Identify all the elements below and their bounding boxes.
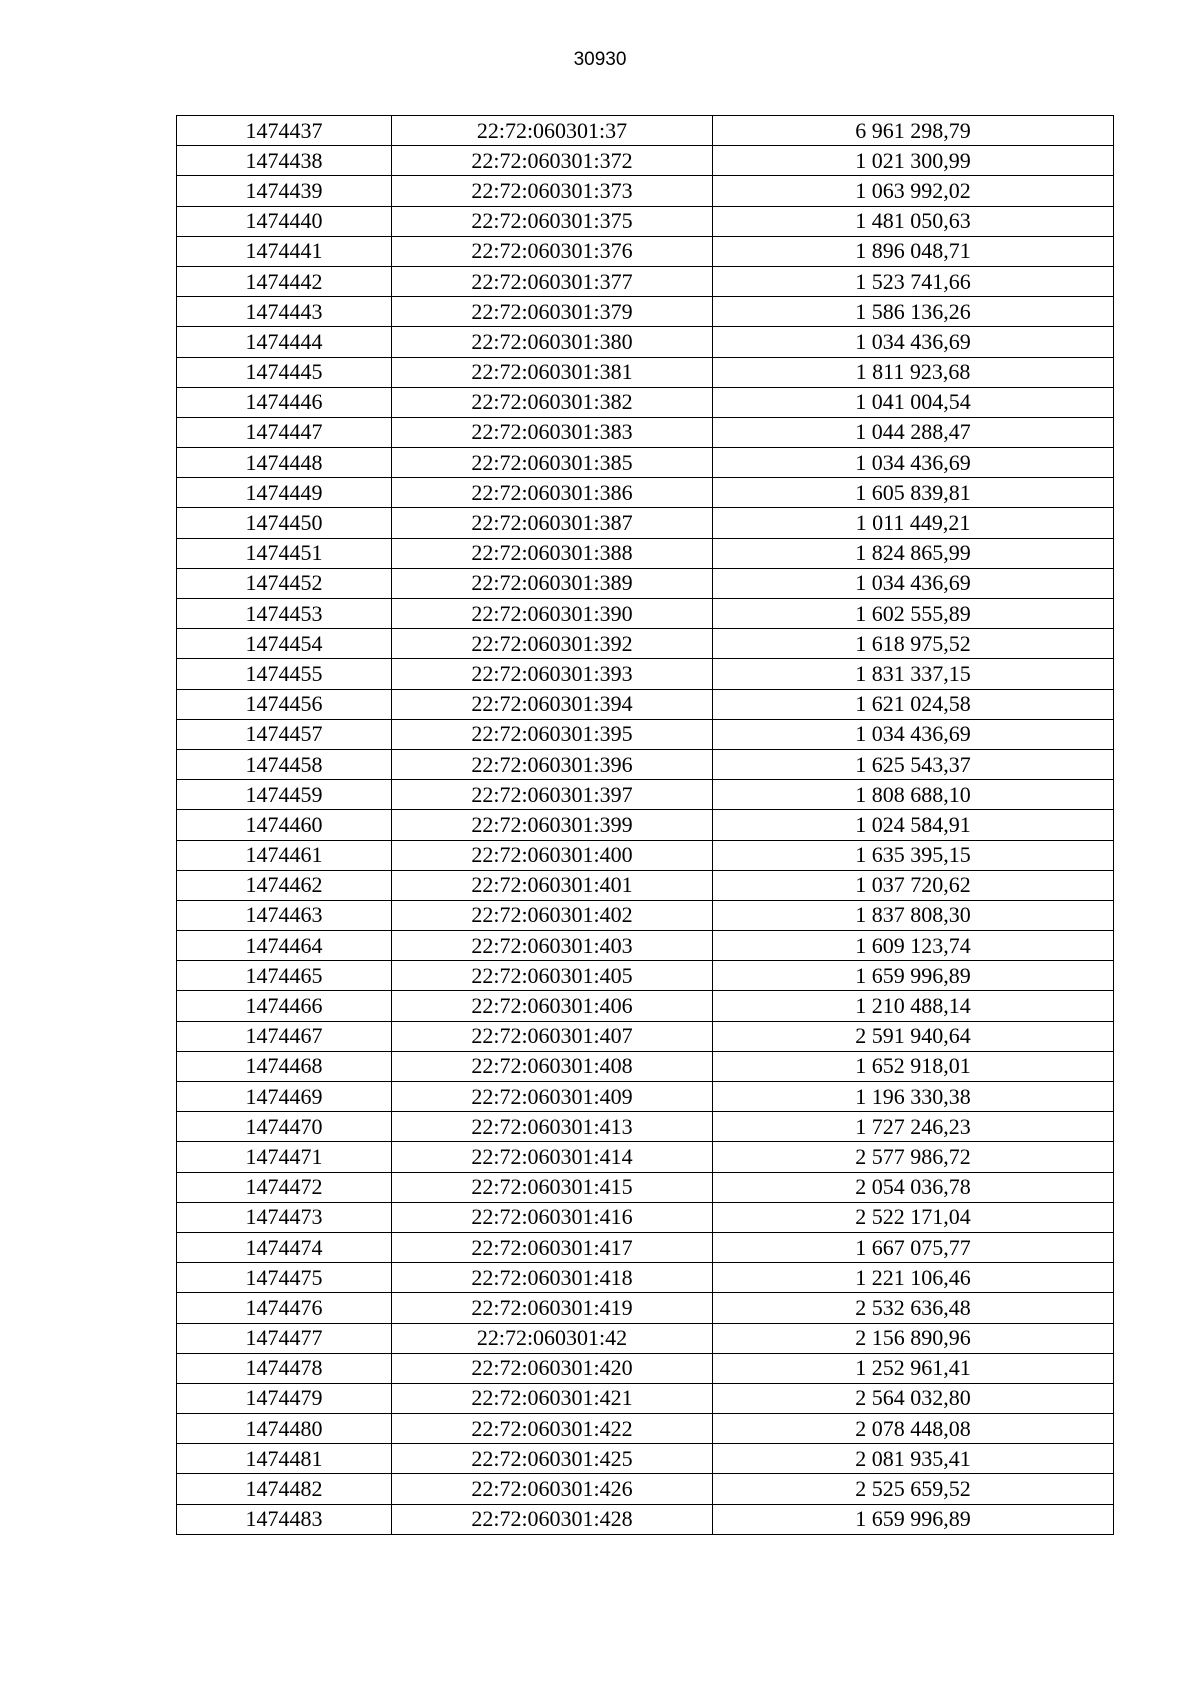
cadastral-number-cell: 22:72:060301:417 [392,1232,713,1262]
row-number-cell: 1474454 [177,629,392,659]
row-number-cell: 1474480 [177,1414,392,1444]
cadastral-value-cell: 1 831 337,15 [713,659,1114,689]
cadastral-number-cell: 22:72:060301:428 [392,1504,713,1534]
row-number-cell: 1474439 [177,176,392,206]
cadastral-number-cell: 22:72:060301:420 [392,1353,713,1383]
cadastral-value-cell: 1 034 436,69 [713,568,1114,598]
cadastral-value-cell: 1 041 004,54 [713,387,1114,417]
table-row [177,1051,1114,1081]
cadastral-number-cell: 22:72:060301:382 [392,387,713,417]
cadastral-number-cell: 22:72:060301:376 [392,236,713,266]
cadastral-value-cell: 1 659 996,89 [713,961,1114,991]
table-row [177,1504,1114,1534]
cadastral-value-cell: 2 156 890,96 [713,1323,1114,1353]
table-row [177,266,1114,296]
table-row [177,146,1114,176]
row-number-cell: 1474475 [177,1263,392,1293]
row-number-cell: 1474460 [177,810,392,840]
cadastral-value-cell: 1 605 839,81 [713,478,1114,508]
row-number-cell: 1474467 [177,1021,392,1051]
cadastral-value-cell: 1 667 075,77 [713,1232,1114,1262]
table-row [177,1474,1114,1504]
table-row [177,357,1114,387]
table-row [177,327,1114,357]
table-row [177,1142,1114,1172]
table-row [177,900,1114,930]
cadastral-value-cell: 2 522 171,04 [713,1202,1114,1232]
cadastral-value-cell: 1 021 300,99 [713,146,1114,176]
cadastral-value-cell: 1 659 996,89 [713,1504,1114,1534]
table-row [177,568,1114,598]
cadastral-value-cell: 1 635 395,15 [713,840,1114,870]
row-number-cell: 1474456 [177,689,392,719]
table-row [177,961,1114,991]
cadastral-number-cell: 22:72:060301:375 [392,206,713,236]
cadastral-number-cell: 22:72:060301:426 [392,1474,713,1504]
cadastral-number-cell: 22:72:060301:400 [392,840,713,870]
table-row [177,1414,1114,1444]
cadastral-number-cell: 22:72:060301:380 [392,327,713,357]
cadastral-number-cell: 22:72:060301:421 [392,1383,713,1413]
row-number-cell: 1474470 [177,1112,392,1142]
cadastral-value-cell: 2 081 935,41 [713,1444,1114,1474]
row-number-cell: 1474478 [177,1353,392,1383]
row-number-cell: 1474465 [177,961,392,991]
table-row [177,719,1114,749]
cadastral-number-cell: 22:72:060301:413 [392,1112,713,1142]
cadastral-number-cell: 22:72:060301:389 [392,568,713,598]
row-number-cell: 1474441 [177,236,392,266]
row-number-cell: 1474451 [177,538,392,568]
page-number: 30930 [573,49,627,70]
cadastral-value-cell: 6 961 298,79 [713,116,1114,146]
row-number-cell: 1474442 [177,266,392,296]
cadastral-value-cell: 1 621 024,58 [713,689,1114,719]
cadastral-number-cell: 22:72:060301:416 [392,1202,713,1232]
cadastral-number-cell: 22:72:060301:372 [392,146,713,176]
table-row [177,1082,1114,1112]
cadastral-value-cell: 1 037 720,62 [713,870,1114,900]
cadastral-value-cell: 1 625 543,37 [713,749,1114,779]
cadastral-number-cell: 22:72:060301:381 [392,357,713,387]
table-row [177,1323,1114,1353]
row-number-cell: 1474458 [177,749,392,779]
row-number-cell: 1474452 [177,568,392,598]
row-number-cell: 1474471 [177,1142,392,1172]
cadastral-number-cell: 22:72:060301:373 [392,176,713,206]
cadastral-number-cell: 22:72:060301:390 [392,599,713,629]
row-number-cell: 1474479 [177,1383,392,1413]
cadastral-number-cell: 22:72:060301:395 [392,719,713,749]
cadastral-number-cell: 22:72:060301:379 [392,297,713,327]
row-number-cell: 1474444 [177,327,392,357]
table-row [177,297,1114,327]
row-number-cell: 1474438 [177,146,392,176]
table-row [177,931,1114,961]
row-number-cell: 1474450 [177,508,392,538]
row-number-cell: 1474461 [177,840,392,870]
table-row [177,1172,1114,1202]
row-number-cell: 1474440 [177,206,392,236]
cadastral-number-cell: 22:72:060301:383 [392,417,713,447]
cadastral-number-cell: 22:72:060301:396 [392,749,713,779]
cadastral-number-cell: 22:72:060301:386 [392,478,713,508]
cadastral-value-cell: 1 024 584,91 [713,810,1114,840]
row-number-cell: 1474459 [177,780,392,810]
cadastral-value-cell: 1 896 048,71 [713,236,1114,266]
table-row [177,1202,1114,1232]
cadastral-value-cell: 1 252 961,41 [713,1353,1114,1383]
row-number-cell: 1474443 [177,297,392,327]
cadastral-number-cell: 22:72:060301:405 [392,961,713,991]
row-number-cell: 1474466 [177,991,392,1021]
cadastral-value-cell: 1 652 918,01 [713,1051,1114,1081]
row-number-cell: 1474477 [177,1323,392,1353]
cadastral-value-cell: 1 602 555,89 [713,599,1114,629]
cadastral-value-cell: 1 034 436,69 [713,327,1114,357]
row-number-cell: 1474437 [177,116,392,146]
cadastral-value-cell: 2 577 986,72 [713,1142,1114,1172]
row-number-cell: 1474476 [177,1293,392,1323]
cadastral-value-cell: 1 034 436,69 [713,719,1114,749]
row-number-cell: 1474447 [177,417,392,447]
cadastral-value-cell: 1 221 106,46 [713,1263,1114,1293]
table-row [177,1293,1114,1323]
table-row [177,599,1114,629]
table-row [177,538,1114,568]
cadastral-number-cell: 22:72:060301:42 [392,1323,713,1353]
cadastral-number-cell: 22:72:060301:415 [392,1172,713,1202]
cadastral-number-cell: 22:72:060301:392 [392,629,713,659]
row-number-cell: 1474483 [177,1504,392,1534]
table-row [177,780,1114,810]
table-row [177,116,1114,146]
cadastral-value-cell: 1 811 923,68 [713,357,1114,387]
cadastral-number-cell: 22:72:060301:399 [392,810,713,840]
row-number-cell: 1474462 [177,870,392,900]
table-row [177,1263,1114,1293]
cadastral-value-cell: 2 532 636,48 [713,1293,1114,1323]
table-row [177,448,1114,478]
cadastral-number-cell: 22:72:060301:408 [392,1051,713,1081]
table-row [177,629,1114,659]
row-number-cell: 1474455 [177,659,392,689]
row-number-cell: 1474472 [177,1172,392,1202]
cadastral-value-cell: 1 210 488,14 [713,991,1114,1021]
cadastral-number-cell: 22:72:060301:422 [392,1414,713,1444]
table-row [177,991,1114,1021]
row-number-cell: 1474446 [177,387,392,417]
table-row [177,810,1114,840]
table-body [177,116,1114,1535]
cadastral-number-cell: 22:72:060301:401 [392,870,713,900]
cadastral-value-cell: 2 078 448,08 [713,1414,1114,1444]
cadastral-value-cell: 1 586 136,26 [713,297,1114,327]
cadastral-number-cell: 22:72:060301:418 [392,1263,713,1293]
row-number-cell: 1474481 [177,1444,392,1474]
table-row [177,840,1114,870]
table-row [177,749,1114,779]
row-number-cell: 1474468 [177,1051,392,1081]
cadastral-value-cell: 2 054 036,78 [713,1172,1114,1202]
cadastral-value-cell: 1 011 449,21 [713,508,1114,538]
cadastral-value-cell: 1 618 975,52 [713,629,1114,659]
cadastral-value-cell: 1 044 288,47 [713,417,1114,447]
cadastral-number-cell: 22:72:060301:387 [392,508,713,538]
row-number-cell: 1474463 [177,900,392,930]
cadastral-number-cell: 22:72:060301:414 [392,1142,713,1172]
row-number-cell: 1474448 [177,448,392,478]
cadastral-number-cell: 22:72:060301:403 [392,931,713,961]
cadastral-number-cell: 22:72:060301:402 [392,900,713,930]
cadastral-number-cell: 22:72:060301:419 [392,1293,713,1323]
cadastral-value-cell: 2 525 659,52 [713,1474,1114,1504]
cadastral-number-cell: 22:72:060301:388 [392,538,713,568]
cadastral-number-cell: 22:72:060301:393 [392,659,713,689]
cadastral-value-cell: 1 523 741,66 [713,266,1114,296]
cadastral-value-cell: 1 727 246,23 [713,1112,1114,1142]
table-row [177,387,1114,417]
cadastral-value-cell: 1 034 436,69 [713,448,1114,478]
cadastral-number-cell: 22:72:060301:409 [392,1082,713,1112]
table-row [177,1232,1114,1262]
table-row [177,659,1114,689]
cadastral-value-cell: 1 063 992,02 [713,176,1114,206]
row-number-cell: 1474474 [177,1232,392,1262]
table-row [177,508,1114,538]
cadastral-value-cell: 1 196 330,38 [713,1082,1114,1112]
cadastral-number-cell: 22:72:060301:406 [392,991,713,1021]
table-row [177,689,1114,719]
table-row [177,1112,1114,1142]
cadastral-value-cell: 1 808 688,10 [713,780,1114,810]
table-row [177,206,1114,236]
cadastral-number-cell: 22:72:060301:385 [392,448,713,478]
cadastral-number-cell: 22:72:060301:377 [392,266,713,296]
table-row [177,1444,1114,1474]
table-row [177,1383,1114,1413]
table-row [177,1021,1114,1051]
cadastral-number-cell: 22:72:060301:397 [392,780,713,810]
row-number-cell: 1474445 [177,357,392,387]
table-row [177,1353,1114,1383]
row-number-cell: 1474469 [177,1082,392,1112]
cadastral-number-cell: 22:72:060301:394 [392,689,713,719]
cadastral-value-cell: 2 564 032,80 [713,1383,1114,1413]
cadastral-number-cell: 22:72:060301:425 [392,1444,713,1474]
row-number-cell: 1474453 [177,599,392,629]
cadastral-value-cell: 1 824 865,99 [713,538,1114,568]
table-row [177,478,1114,508]
row-number-cell: 1474464 [177,931,392,961]
table-row [177,870,1114,900]
cadastral-value-cell: 1 481 050,63 [713,206,1114,236]
cadastral-value-cell: 1 609 123,74 [713,931,1114,961]
cadastral-value-table [176,115,1114,1535]
row-number-cell: 1474457 [177,719,392,749]
row-number-cell: 1474449 [177,478,392,508]
table-row [177,176,1114,206]
table-row [177,417,1114,447]
cadastral-value-cell: 2 591 940,64 [713,1021,1114,1051]
row-number-cell: 1474473 [177,1202,392,1232]
table-row [177,236,1114,266]
cadastral-number-cell: 22:72:060301:407 [392,1021,713,1051]
cadastral-value-cell: 1 837 808,30 [713,900,1114,930]
cadastral-number-cell: 22:72:060301:37 [392,116,713,146]
row-number-cell: 1474482 [177,1474,392,1504]
